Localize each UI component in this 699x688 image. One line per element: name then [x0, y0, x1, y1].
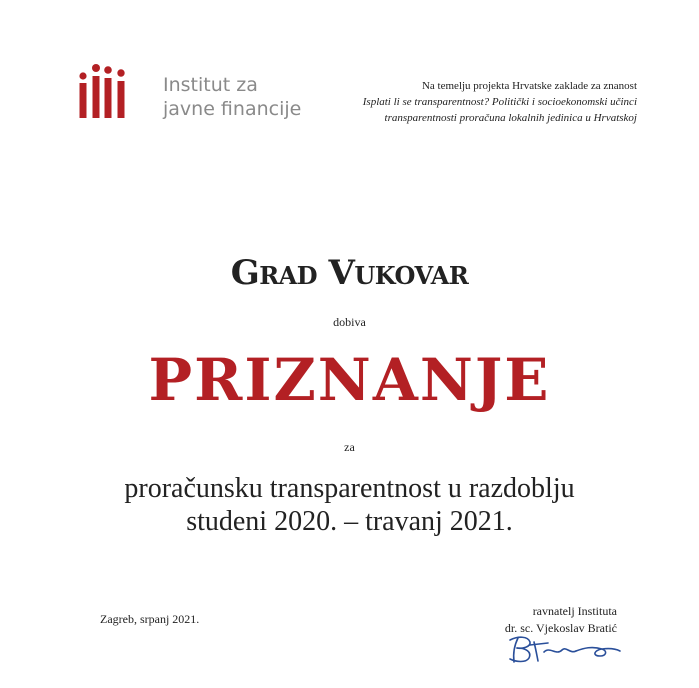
ijf-logo-icon	[78, 64, 128, 118]
project-line1: Na temelju projekta Hrvatske zaklade za znanost	[421, 80, 637, 92]
project-note	[337, 78, 637, 126]
award-reason-line1: proračunsku transparentnost u razdoblju	[124, 473, 575, 504]
receives-label: dobiva	[333, 315, 366, 329]
director-title: ravnatelj Instituta	[532, 604, 617, 618]
award-reason-line2: studeni 2020. – travanj 2021.	[186, 506, 513, 537]
project-line2: Isplati li se transparentnost? Politički i socioekonomski učinci	[362, 96, 637, 108]
institute-name	[163, 73, 301, 121]
project-line3: transparentnosti proračuna lokalnih jedinica u Hrvatskoj	[384, 112, 637, 124]
institute-name-line2: javne financije	[163, 98, 302, 120]
institute-name-line1: Institut za	[163, 74, 258, 96]
director-name: dr. sc. Vjekoslav Bratić	[504, 621, 617, 635]
for-label: za	[344, 440, 355, 454]
recipient-name: Grad Vukovar	[230, 253, 469, 293]
award-title: PRIZNANJE	[148, 346, 551, 414]
award-reason	[0, 472, 699, 538]
place-date: Zagreb, srpanj 2021.	[100, 612, 200, 626]
handwritten-signature-icon	[504, 632, 624, 666]
